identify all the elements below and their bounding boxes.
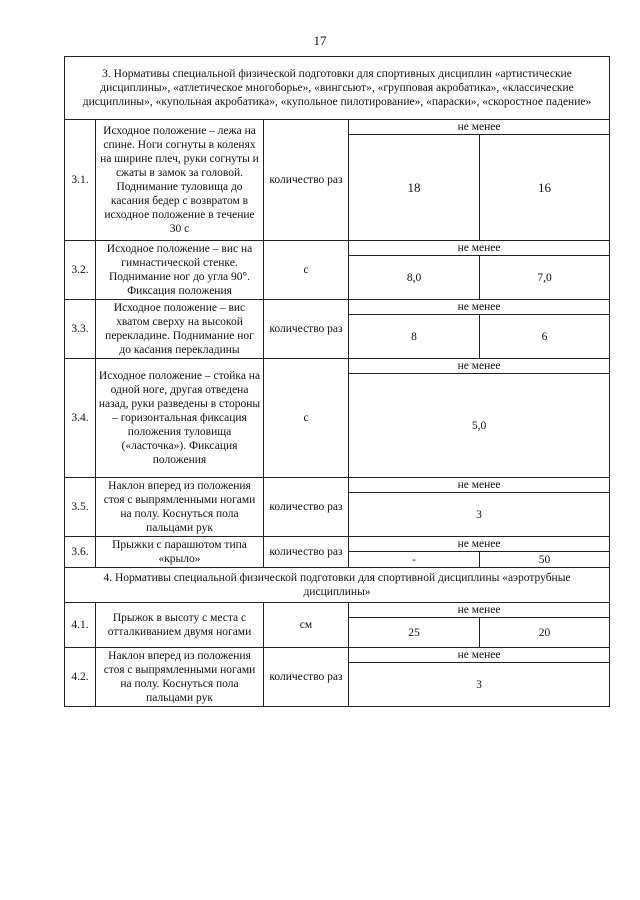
value-cell-2: 6 xyxy=(480,315,610,359)
min-header: не менее xyxy=(349,120,610,135)
exercise-description: Прыжки с парашютом типа «крыло» xyxy=(96,537,264,568)
min-header: не менее xyxy=(349,603,610,618)
value-cell-1: 18 xyxy=(349,135,480,241)
value-cell-2: 50 xyxy=(480,552,610,568)
norms-table xyxy=(64,56,610,707)
value-cell-1: 25 xyxy=(349,618,480,648)
row-number: 3.2. xyxy=(65,241,96,300)
exercise-description: Наклон вперед из положения стоя с выпрямленными ногами на полу. Коснуться пола пальцами рук xyxy=(96,478,264,537)
table-row xyxy=(65,478,610,493)
value-cell-1: 8 xyxy=(349,315,480,359)
row-number: 3.4. xyxy=(65,359,96,478)
unit-cell: количество раз xyxy=(264,478,349,537)
row-number: 3.6. xyxy=(65,537,96,568)
value-cell-2: 7,0 xyxy=(480,256,610,300)
exercise-description: Наклон вперед из положения стоя с выпрямленными ногами на полу. Коснуться пола пальцами рук xyxy=(96,648,264,707)
row-number: 3.5. xyxy=(65,478,96,537)
min-header: не менее xyxy=(349,241,610,256)
exercise-description: Исходное положение – лежа на спине. Ноги согнуты в коленях на ширине плеч, руки согнуты и сжаты в замок за головой. Поднимание туловища до касания бедер с возвратом в исходное положение в течение 30 с xyxy=(96,120,264,241)
min-header: не менее xyxy=(349,537,610,552)
exercise-description: Исходное положение – вис на гимнастической стенке. Поднимание ног до угла 90°. Фиксация положения xyxy=(96,241,264,300)
unit-cell: количество раз xyxy=(264,648,349,707)
section-header-row xyxy=(65,57,610,120)
section-header-row xyxy=(65,568,610,603)
unit-cell: с xyxy=(264,241,349,300)
table-row xyxy=(65,537,610,552)
table-row xyxy=(65,120,610,135)
value-cell-2: 16 xyxy=(480,135,610,241)
page-number: 17 xyxy=(313,33,327,48)
value-cell-1: - xyxy=(349,552,480,568)
unit-cell: количество раз xyxy=(264,120,349,241)
row-number: 3.1. xyxy=(65,120,96,241)
table-row xyxy=(65,300,610,315)
table-row xyxy=(65,241,610,256)
row-number: 4.2. xyxy=(65,648,96,707)
unit-cell: количество раз xyxy=(264,300,349,359)
unit-cell: см xyxy=(264,603,349,648)
value-cell: 3 xyxy=(349,663,610,707)
min-header: не менее xyxy=(349,359,610,374)
table-row xyxy=(65,648,610,663)
row-number: 4.1. xyxy=(65,603,96,648)
min-header: не менее xyxy=(349,648,610,663)
section-3-title: 3. Нормативы специальной физической подготовки для спортивных дисциплин «артистические дисциплины», «атлетическое многоборье», «вингсьют», «групповая акробатика», «классические дисциплины», «купольная акробатика», «купольное пилотирование», «параски», «скоростное падение» xyxy=(65,57,610,120)
value-cell-2: 20 xyxy=(480,618,610,648)
unit-cell: с xyxy=(264,359,349,478)
section-4-title: 4. Нормативы специальной физической подготовки для спортивной дисциплины «аэротрубные дисциплины» xyxy=(65,568,610,603)
min-header: не менее xyxy=(349,300,610,315)
table-row xyxy=(65,603,610,618)
value-cell-1: 8,0 xyxy=(349,256,480,300)
row-number: 3.3. xyxy=(65,300,96,359)
unit-cell: количество раз xyxy=(264,537,349,568)
min-header: не менее xyxy=(349,478,610,493)
exercise-description: Исходное положение – вис хватом сверху на высокой перекладине. Поднимание ног до касания перекладины xyxy=(96,300,264,359)
value-cell: 5,0 xyxy=(349,374,610,478)
exercise-description: Прыжок в высоту с места с отталкиванием двумя ногами xyxy=(96,603,264,648)
exercise-description: Исходное положение – стойка на одной ноге, другая отведена назад, руки разведены в стороны – горизонтальная фиксация положения туловища («ласточка»). Фиксация положения xyxy=(96,359,264,478)
value-cell: 3 xyxy=(349,493,610,537)
table-row xyxy=(65,359,610,374)
